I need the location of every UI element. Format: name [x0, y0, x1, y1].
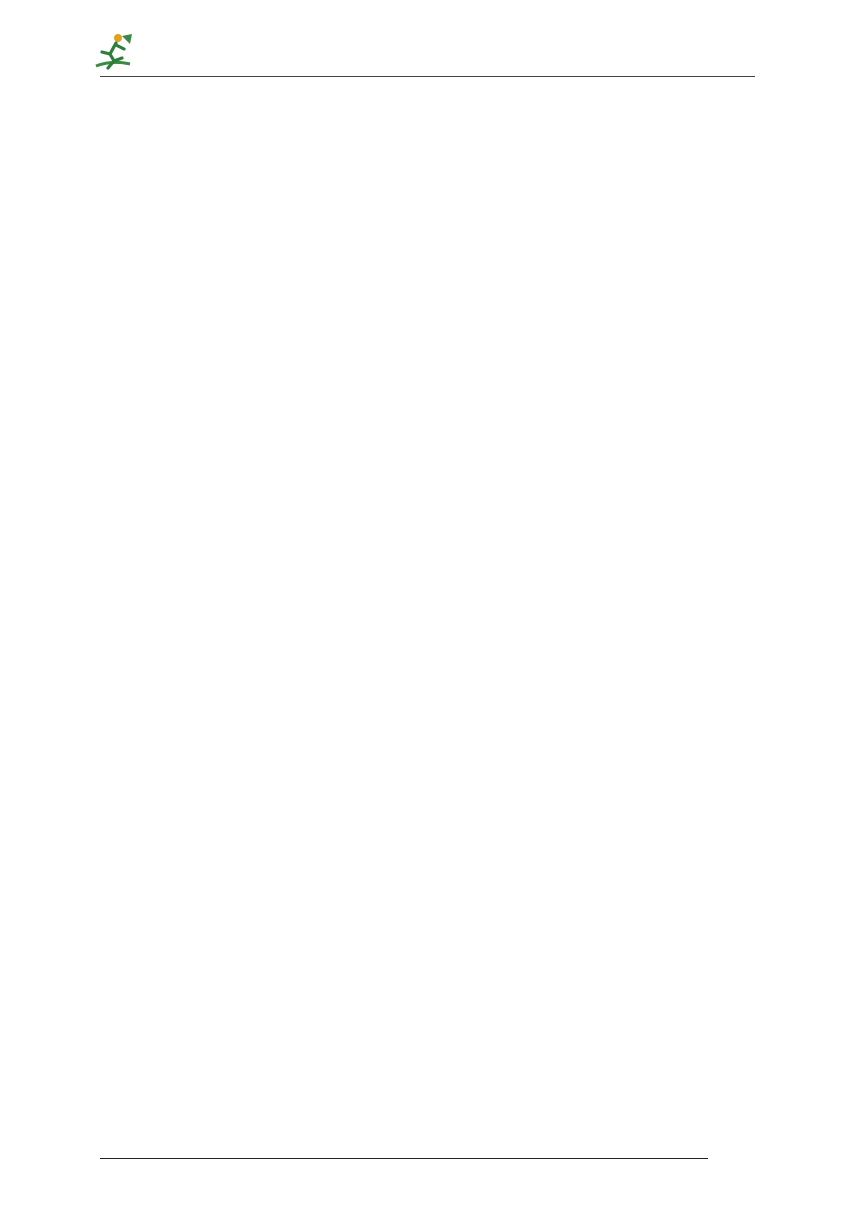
- runner-icon: [92, 30, 138, 76]
- footer-divider: [100, 1158, 708, 1159]
- page-header: [92, 30, 760, 78]
- header-divider: [100, 76, 755, 77]
- logo: [92, 30, 262, 78]
